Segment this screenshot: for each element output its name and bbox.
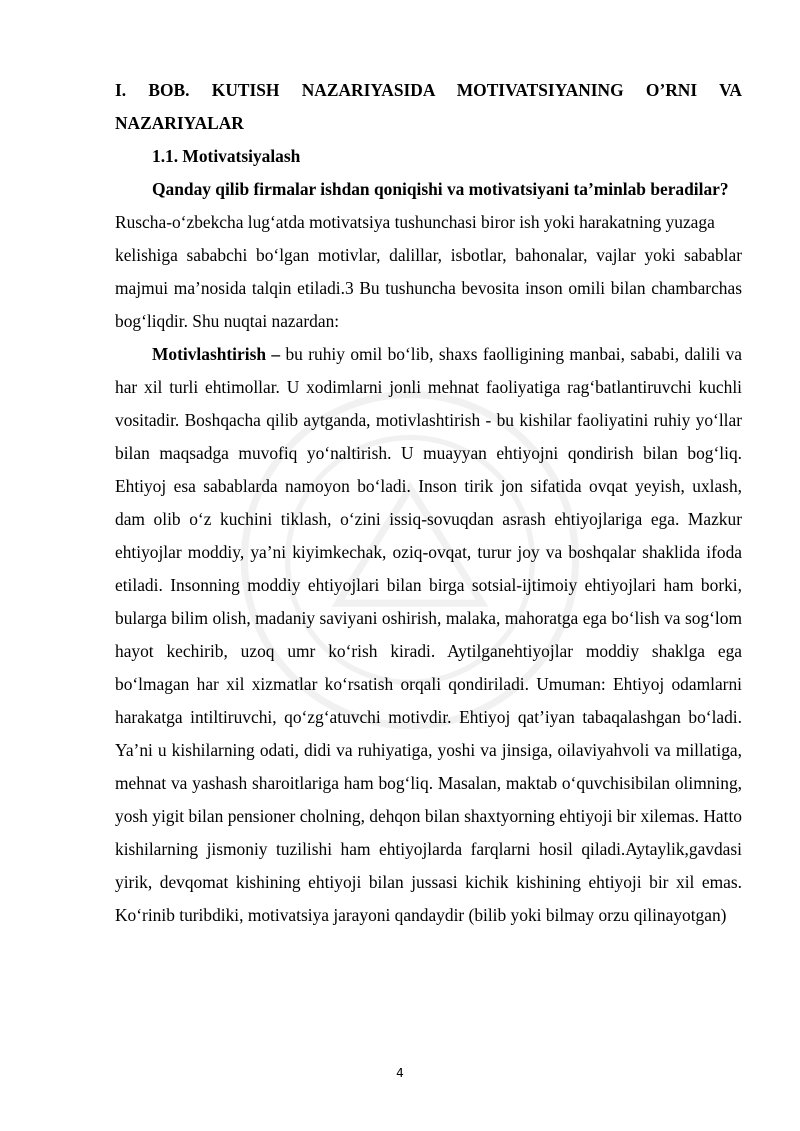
section-heading: 1.1. Motivatsiyalash [152,146,301,166]
paragraph-2 [115,338,742,932]
chapter-heading: I. BOB. KUTISH NAZARIYASIDA MOTIVATSIYANING O’RNI VA NAZARIYALAR [115,80,742,133]
question-heading: Qanday qilib firmalar ishdan qoniqishi va motivatsiyani ta’minlab beradilar? [152,179,729,199]
paragraph-2-text: bu ruhiy omil bo‘lib, shaxs faolligining manbai, sababi, dalili va har xil turli ehtimollar. U xodimlarni jonli mehnat faoliyatiga rag‘batlantiruvchi kuchli vositadir. Boshqacha qilib aytganda, motivlashtirish - bu kishilar faoliyatini ruhiy yo‘llar bilan maqsadga muvofiq yo‘naltirish. U muayyan ehtiyojni qondirish bilan bog‘liq. Ehtiyoj esa sabablarda namoyon bo‘ladi. Inson tirik jon sifatida ovqat yeyish, uxlash, dam olib o‘z kuchini tiklash, o‘zini issiq-sovuqdan asrash ehtiyojlariga ega. Mazkur ehtiyojlar moddiy, ya’ni kiyimkechak, oziq-ovqat, turur joy va boshqalar shaklida ifoda etiladi. Insonning moddiy ehtiyojlari bilan birga sotsial-ijtimoiy ehtiyojlari ham borki, bularga bilim olish, madaniy saviyani oshirish, malaka, mahoratga ega bo‘lish va sog‘lom hayot kechirib, uzoq umr ko‘rish kiradi. Aytilganehtiyojlar moddiy shaklga ega bo‘lmagan har xil xizmatlar ko‘rsatish orqali qondiriladi. Umuman: Ehtiyoj odamlarni harakatga intiltiruvchi, qo‘zg‘atuvchi motivdir. Ehtiyoj qat’iyan tabaqalashgan bo‘ladi. Ya’ni u kishilarning odati, didi va ruhiyatiga, yoshi va jinsiga, oilaviyahvoli va millatiga, mehnat va yashash sharoitlariga ham bog‘liq. Masalan, maktab o‘quvchisibilan olimning, yosh yigit bilan pensioner cholning, dehqon bilan shaxtyorning ehtiyoji bir xilemas. Hatto kishilarning jismoniy tuzilishi ham ehtiyojlarda farqlarni hosil qiladi.Aytaylik,gavdasi yirik, devqomat kishining ehtiyoji bilan jussasi kichik kishining ehtiyoji bir xil emas. Ko‘rinib turibdiki, motivatsiya jarayoni qandaydir (bilib yoki bilmay orzu qilinayotgan) [115,344,742,925]
paragraph-1-first-line: Ruscha-o‘zbekcha lug‘atda motivatsiya tushunchasi biror ish yoki harakatning yuzaga [115,212,715,232]
paragraph-1: kelishiga sababchi bo‘lgan motivlar, dalillar, isbotlar, bahonalar, vajlar yoki sabablar majmui ma’nosida talqin etiladi.3 Bu tushuncha bevosita inson omili bilan chambarchas bog‘liqdir. Shu nuqtai nazardan: [115,245,742,331]
term-motivlashtirish: Motivlashtirish – [152,344,281,364]
page-number: 4 [396,1066,404,1080]
document-body [115,74,742,932]
